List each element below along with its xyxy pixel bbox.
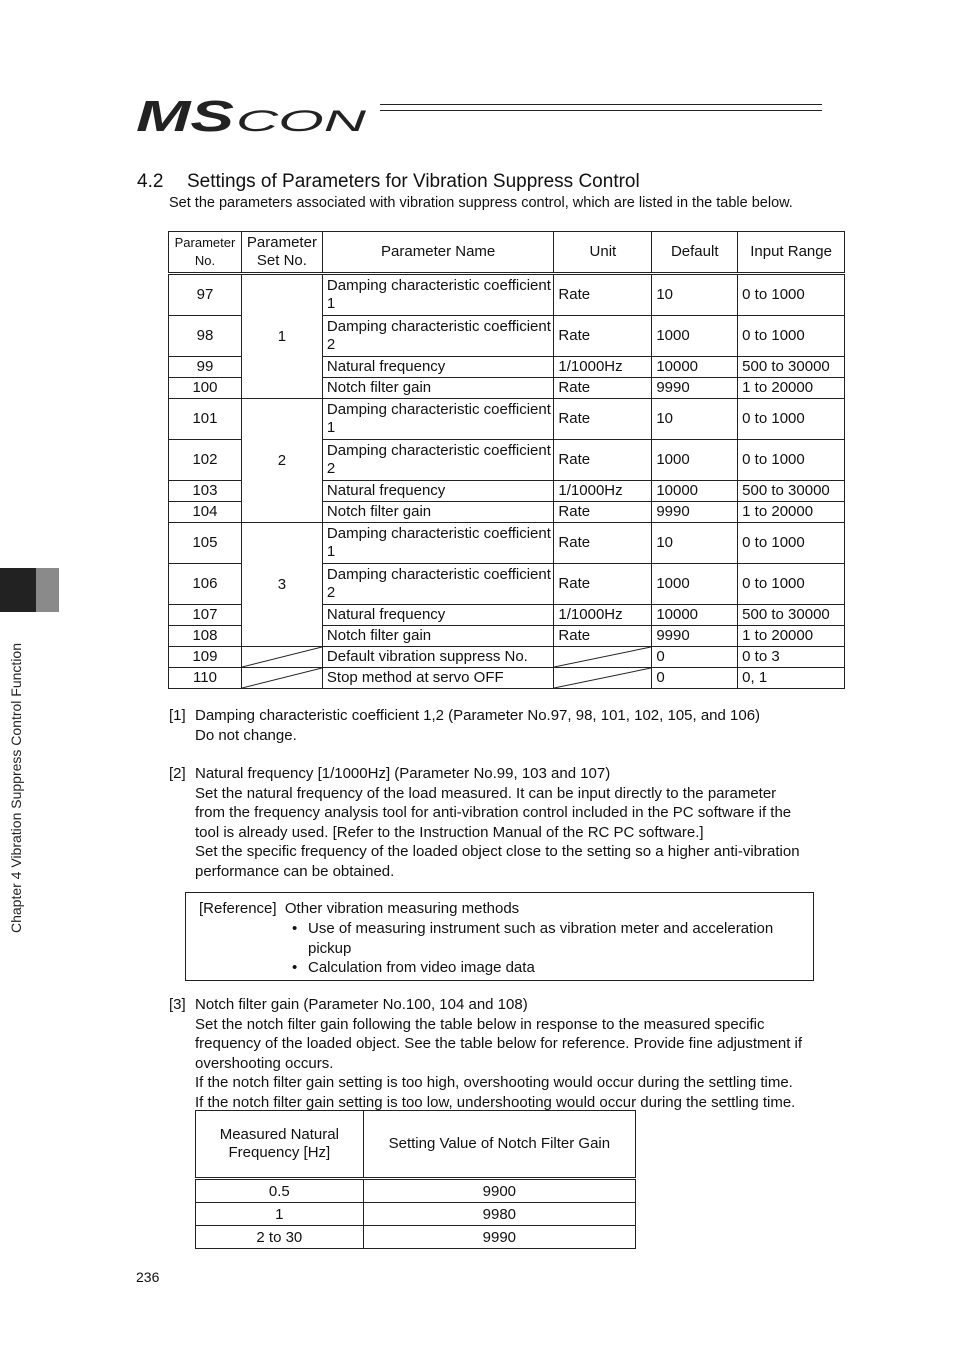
cell-default: 9990 <box>652 502 738 523</box>
cell-parameter-no: 109 <box>169 647 242 668</box>
cell-unit: Rate <box>554 440 652 481</box>
chapter-tab-marker-shade <box>36 568 59 612</box>
cell-parameter-name: Damping characteristic coefficient 1 <box>322 523 554 564</box>
note-line: Damping characteristic coefficient 1,2 (Parameter No.97, 98, 101, 102, 105, and 106) <box>195 707 761 724</box>
cell-parameter-no: 97 <box>169 274 242 316</box>
cell-unit: 1/1000Hz <box>554 357 652 378</box>
table-row <box>169 274 845 316</box>
table-row <box>169 668 845 689</box>
note-line: overshooting occurs. <box>195 1054 334 1072</box>
cell-default: 1000 <box>652 316 738 357</box>
cell-input-range: 0 to 1000 <box>738 399 845 440</box>
cell-default: 10000 <box>652 357 738 378</box>
cell-input-range: 500 to 30000 <box>738 357 845 378</box>
page-number: 236 <box>136 1269 160 1285</box>
chapter-side-label: Chapter 4 Vibration Suppress Control Function <box>8 643 24 934</box>
cell-input-range: 1 to 20000 <box>738 502 845 523</box>
note-line: Set the natural frequency of the load measured. It can be input directly to the parameter <box>195 784 777 802</box>
header-unit: Unit <box>554 232 652 274</box>
cell-parameter-no: 104 <box>169 502 242 523</box>
cell-input-range: 500 to 30000 <box>738 481 845 502</box>
note-3 <box>169 995 845 1112</box>
cell-parameter-no: 101 <box>169 399 242 440</box>
note-2-tag: [2] <box>169 765 186 782</box>
cell-parameter-no: 108 <box>169 626 242 647</box>
cell-not-applicable <box>241 647 322 668</box>
cell-default: 1000 <box>652 440 738 481</box>
cell-not-applicable <box>554 668 652 689</box>
cell-unit: 1/1000Hz <box>554 481 652 502</box>
section-heading <box>137 171 640 193</box>
cell-parameter-set-no: 2 <box>241 399 322 523</box>
cell-unit: Rate <box>554 316 652 357</box>
notch-filter-table <box>195 1110 636 1249</box>
reference-bullet: • Use of measuring instrument such as vibration meter and acceleration pickup <box>290 919 805 958</box>
cell-parameter-set-no: 1 <box>241 274 322 399</box>
table-header-row <box>169 232 845 274</box>
cell-default: 10000 <box>652 605 738 626</box>
note-line: Set the notch filter gain following the table below in response to the measured specific <box>195 1015 765 1033</box>
note-2-body <box>195 764 845 881</box>
reference-label: [Reference] <box>199 900 277 917</box>
cell-gain: 9990 <box>363 1226 635 1249</box>
cell-unit: 1/1000Hz <box>554 605 652 626</box>
mscon-logo <box>136 96 368 136</box>
table-row <box>196 1226 636 1249</box>
note-line: performance can be obtained. <box>195 862 395 880</box>
cell-parameter-no: 98 <box>169 316 242 357</box>
header-parameter-name: Parameter Name <box>322 232 554 274</box>
cell-default: 10000 <box>652 481 738 502</box>
note-2 <box>169 764 845 881</box>
note-line: frequency of the loaded object. See the table below for reference. Provide fine adjustment if <box>195 1035 803 1052</box>
cell-parameter-no: 102 <box>169 440 242 481</box>
cell-input-range: 0, 1 <box>738 668 845 689</box>
table-row <box>169 399 845 440</box>
note-line: If the notch filter gain setting is too high, overshooting would occur during the settling time. <box>195 1074 793 1091</box>
section-intro: Set the parameters associated with vibration suppress control, which are listed in the table below. <box>169 195 793 211</box>
cell-parameter-name: Damping characteristic coefficient 2 <box>322 564 554 605</box>
cell-parameter-no: 110 <box>169 668 242 689</box>
reference-title: Other vibration measuring methods <box>284 900 520 917</box>
header-notch-gain: Setting Value of Notch Filter Gain <box>363 1111 635 1179</box>
cell-input-range: 0 to 1000 <box>738 564 845 605</box>
cell-input-range: 0 to 1000 <box>738 440 845 481</box>
cell-parameter-name: Damping characteristic coefficient 1 <box>322 399 554 440</box>
note-1 <box>169 706 845 745</box>
note-line: Notch filter gain (Parameter No.100, 104 and 108) <box>195 996 528 1013</box>
cell-parameter-name: Natural frequency <box>322 481 554 502</box>
cell-default: 9990 <box>652 378 738 399</box>
header-parameter-set-no: Parameter Set No. <box>241 232 322 274</box>
note-1-tag: [1] <box>169 707 186 724</box>
cell-input-range: 1 to 20000 <box>738 378 845 399</box>
cell-input-range: 0 to 1000 <box>738 274 845 316</box>
cell-parameter-name: Default vibration suppress No. <box>322 647 554 668</box>
cell-default: 9990 <box>652 626 738 647</box>
reference-heading <box>199 899 519 919</box>
cell-default: 10 <box>652 523 738 564</box>
cell-default: 0 <box>652 647 738 668</box>
cell-parameter-no: 106 <box>169 564 242 605</box>
note-line: If the notch filter gain setting is too low, undershooting would occur during the settling time. <box>195 1093 796 1111</box>
cell-input-range: 0 to 1000 <box>738 316 845 357</box>
cell-parameter-name: Damping characteristic coefficient 1 <box>322 274 554 316</box>
cell-parameter-name: Notch filter gain <box>322 626 554 647</box>
note-1-body <box>195 706 845 745</box>
cell-frequency: 1 <box>196 1203 364 1226</box>
table-row <box>196 1179 636 1203</box>
cell-parameter-no: 99 <box>169 357 242 378</box>
header-input-range: Input Range <box>738 232 845 274</box>
note-line: from the frequency analysis tool for anti-vibration control included in the PC software if the <box>195 804 792 821</box>
cell-default: 10 <box>652 274 738 316</box>
section-number: 4.2 <box>137 171 164 192</box>
table-row <box>169 647 845 668</box>
cell-parameter-no: 100 <box>169 378 242 399</box>
cell-gain: 9980 <box>363 1203 635 1226</box>
note-3-tag: [3] <box>169 996 186 1013</box>
cell-input-range: 0 to 3 <box>738 647 845 668</box>
header-measured-frequency: Measured Natural Frequency [Hz] <box>196 1111 364 1179</box>
cell-parameter-name: Natural frequency <box>322 357 554 378</box>
cell-parameter-no: 107 <box>169 605 242 626</box>
cell-parameter-set-no: 3 <box>241 523 322 647</box>
cell-parameter-name: Notch filter gain <box>322 502 554 523</box>
note-line: Set the specific frequency of the loaded object close to the setting so a higher anti-vibration <box>195 843 800 860</box>
cell-default: 10 <box>652 399 738 440</box>
cell-parameter-name: Notch filter gain <box>322 378 554 399</box>
cell-default: 0 <box>652 668 738 689</box>
cell-unit: Rate <box>554 564 652 605</box>
header-parameter-no: Parameter No. <box>169 232 242 274</box>
reference-list <box>290 919 805 978</box>
note-line: tool is already used. [Refer to the Instruction Manual of the RC PC software.] <box>195 823 704 841</box>
parameter-table <box>168 231 845 689</box>
cell-unit: Rate <box>554 523 652 564</box>
cell-not-applicable <box>241 668 322 689</box>
cell-input-range: 500 to 30000 <box>738 605 845 626</box>
cell-parameter-name: Damping characteristic coefficient 2 <box>322 440 554 481</box>
cell-frequency: 2 to 30 <box>196 1226 364 1249</box>
header-rule <box>380 104 822 116</box>
cell-unit: Rate <box>554 626 652 647</box>
cell-parameter-no: 103 <box>169 481 242 502</box>
cell-unit: Rate <box>554 378 652 399</box>
svg-text:MS: MS <box>136 96 234 136</box>
cell-gain: 9900 <box>363 1179 635 1203</box>
cell-unit: Rate <box>554 502 652 523</box>
cell-unit: Rate <box>554 399 652 440</box>
cell-frequency: 0.5 <box>196 1179 364 1203</box>
cell-input-range: 0 to 1000 <box>738 523 845 564</box>
cell-parameter-name: Stop method at servo OFF <box>322 668 554 689</box>
cell-default: 1000 <box>652 564 738 605</box>
cell-parameter-name: Damping characteristic coefficient 2 <box>322 316 554 357</box>
cell-not-applicable <box>554 647 652 668</box>
reference-box <box>185 892 814 981</box>
cell-input-range: 1 to 20000 <box>738 626 845 647</box>
chapter-tab-marker <box>0 568 36 612</box>
cell-unit: Rate <box>554 274 652 316</box>
reference-bullet: • Calculation from video image data <box>290 958 805 978</box>
table-header-row <box>196 1111 636 1179</box>
note-line: Do not change. <box>195 726 297 744</box>
note-3-body <box>195 995 845 1112</box>
header-default: Default <box>652 232 738 274</box>
table-row <box>169 523 845 564</box>
table-row <box>196 1203 636 1226</box>
cell-parameter-no: 105 <box>169 523 242 564</box>
cell-parameter-name: Natural frequency <box>322 605 554 626</box>
note-line: Natural frequency [1/1000Hz] (Parameter No.99, 103 and 107) <box>195 765 611 782</box>
svg-text:CON: CON <box>236 105 367 136</box>
section-title: Settings of Parameters for Vibration Suppress Control <box>187 171 640 192</box>
